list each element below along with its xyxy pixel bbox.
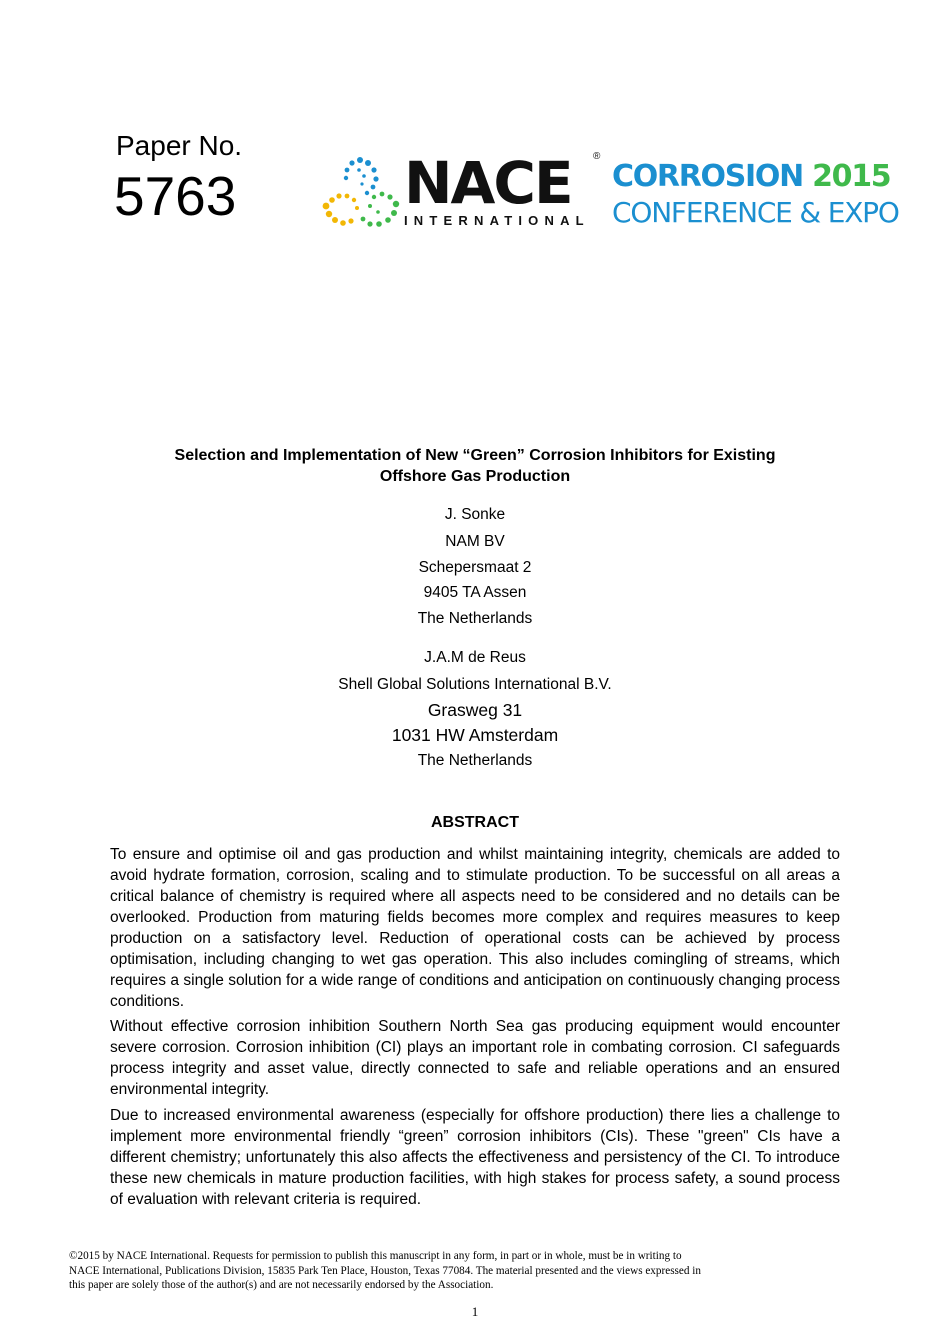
conference-name: CORROSION [612,159,803,194]
copyright-line: NACE International, Publications Division, 15835 Park Ten Place, Houston, Texas 77084. The material presented and the views expressed in [69,1264,701,1277]
author-street: Schepersmaat 2 [418,559,532,576]
author-country: The Netherlands [417,752,533,769]
paper-number: 5763 [114,165,237,227]
author-affiliation: Shell Global Solutions International B.V. [338,676,612,693]
copyright-line: this paper are solely those of the author(s) and are not necessarily endorsed by the Association. [69,1279,494,1291]
author-city: 1031 HW Amsterdam [391,725,559,745]
nace-logo-wordmark: NACE [404,149,572,217]
paper-title-line: Offshore Gas Production [379,468,571,485]
conference-title [612,159,890,195]
author-name: J.A.M de Reus [424,649,526,666]
author-street: Grasweg 31 [427,700,523,720]
conference-year: 2015 [812,159,891,194]
copyright-footer [69,1249,809,1293]
registered-mark: ® [593,151,601,162]
nace-logo-subtitle: INTERNATIONAL [404,213,590,228]
author-name: J. Sonke [444,506,506,523]
abstract-paragraph: Due to increased environmental awareness (especially for offshore production) there lies a challenge to implement more environmental friendly “green” corrosion inhibitors (CIs). These "green" CIs have a different chemistry; unfortunately this also affects the effectiveness and persistency of the CI. To introduce these new chemicals in mature production facilities, with high stakes for process safety, a sound process of evaluation with relevant criteria is required. [110,1107,840,1208]
copyright-line: ©2015 by NACE International. Requests for permission to publish this manuscript in any form, in part or in whole, must be in writing to [69,1250,682,1262]
abstract-paragraph: To ensure and optimise oil and gas production and whilst maintaining integrity, chemicals are added to avoid hydrate formation, corrosion, scaling and to stimulate production. To be successful on all areas a critical balance of chemistry is required where all aspects need to be considered and no details can be overlooked. Production from maturing fields becomes more complex and requires measures to keep production on a satisfactory level. Reduction of operational costs can be achieved by process optimisation, including changing to wet gas operation. This also includes comingling of streams, which requires a single solution for a wide range of conditions and anticipation on continuously changing process conditions. [110,846,840,1010]
paper-number-label: Paper No. [116,130,243,161]
page-number: 1 [471,1304,479,1319]
author-affiliation: NAM BV [445,533,505,550]
author-country: The Netherlands [417,610,533,627]
nace-logo-icon [322,154,400,230]
paper-title-line: Selection and Implementation of New “Green” Corrosion Inhibitors for Existing [174,447,776,464]
paper-title [110,445,840,487]
abstract-paragraph: Without effective corrosion inhibition Southern North Sea gas producing equipment would encounter severe corrosion. Corrosion inhibition (CI) plays an important role in combating corrosion. CI safeguards process integrity and asset value, directly connected to safe and reliable operations and an ensured environmental integrity. [110,1018,840,1098]
author-city: 9405 TA Assen [423,584,527,601]
conference-subtitle: CONFERENCE & EXPO [612,196,899,229]
abstract-heading: ABSTRACT [431,814,519,831]
